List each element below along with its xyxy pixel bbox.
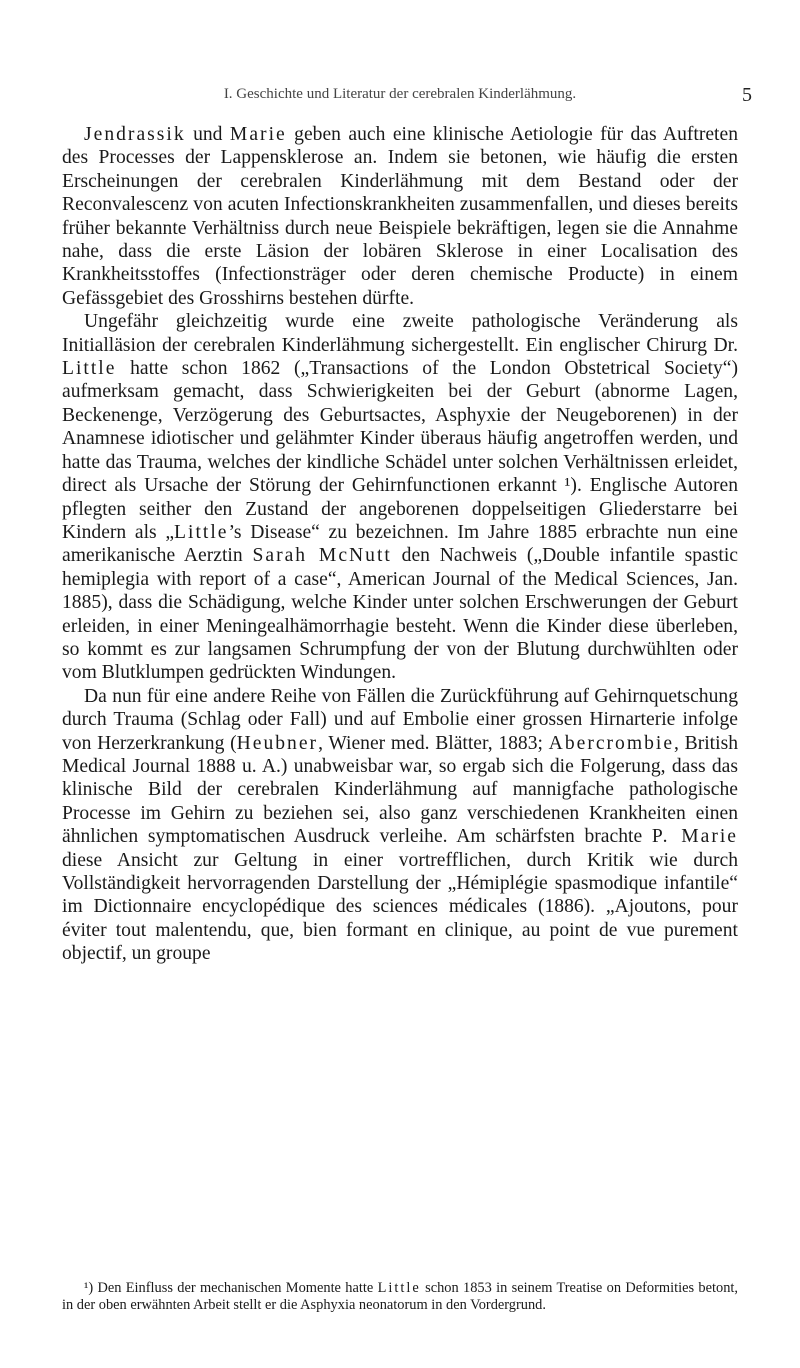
text-run: hatte schon 1862 („Transactions of the London Obstetrical Society“) aufmerksam gemacht, dass Schwierigkeiten bei der Geburt (abnorme Lagen, Beckenenge, Verzögerung des Geburtsactes, Asphyxie der Neugeborenen) in der Anamnese idiotischer und gelähmter Kinder überaus häufig angetroffen werden, und hatte das Trauma, welches der kindliche Schädel unter solchen Verhältnissen erleidet, direct als Ursache der Störung der Gehirnfunctionen erkannt ¹). Englische Autoren pflegten seither den Zustand der angeborenen doppelseitigen Gliederstarre bei Kindern als „	[62, 358, 738, 543]
paragraph-3	[62, 685, 738, 966]
text-run: schon 1853 in seinem Treatise on Deformities betont, in der oben erwähnten Arbeit stellt er die Asphyxia neonatorum in den Vordergrund.	[62, 1280, 738, 1313]
spaced-name: Little	[62, 358, 117, 380]
text-run: , British Medical Journal 1888 u. A.) unabweisbar war, so ergab sich die Folgerung, dass das klinische Bild der cerebralen Kinderlähmung auf mannigfache pathologische Processe im Gehirn zu beziehen sei, also ganz verschiedenen Krankheiten einen ähnlichen symptomatischen Ausdruck verleihe. Am schärfsten brachte	[62, 732, 738, 848]
paragraph-1	[62, 123, 738, 310]
spaced-name: Marie	[229, 124, 287, 145]
spaced-name: P. Marie	[651, 826, 739, 848]
text-run: , Wiener med. Blätter, 1883;	[318, 732, 549, 754]
spaced-name: Heubner	[236, 732, 319, 754]
spaced-name: Little	[174, 521, 229, 543]
page-number: 5	[742, 84, 752, 106]
body-text	[62, 123, 738, 966]
text-run: ’s Disease“ zu bezeichnen. Im Jahre 1885 erbrachte nun eine amerikanische Aerztin	[62, 521, 738, 567]
text-run: ¹) Den Einfluss der mechanischen Momente hatte	[84, 1280, 378, 1296]
spaced-name: Sarah McNutt	[252, 545, 392, 567]
text-run: und	[185, 124, 230, 145]
spaced-name: Little	[377, 1280, 421, 1296]
spaced-name: Abercrombie	[548, 732, 675, 754]
running-head: I. Geschichte und Literatur der cerebralen Kinderlähmung.	[223, 86, 577, 102]
footnote-text	[62, 1280, 738, 1314]
footnote	[62, 1280, 738, 1314]
text-run: geben auch eine klinische Aetiologie für das Auftreten des Processes der Lappensklerose an. Indem sie betonen, wie häufig die ersten Erscheinungen der cerebralen Kinderlähmung mit dem Bestand oder der Reconvalescenz von acuten Infectionskrankheiten zusammenfallen, und dieses bereits früher bekannte Verhältniss durch neue Beispiele bekräftigen, legen sie die Annahme nahe, dass die erste Läsion der lobären Sklerose in einer Localisation des Krankheitsstoffes (Infectionsträger oder deren chemische Producte) in einem Gefässgebiet des Grosshirns bestehen dürfte.	[62, 124, 738, 309]
spaced-name: Jendrassik	[84, 124, 186, 145]
text-run: diese Ansicht zur Geltung in einer vortrefflichen, durch Kritik wie durch Vollständigkeit hervorragenden Darstellung der „Hémiplégie spasmodique infantile“ im Dictionnaire encyclopédique des sciences médicales (1886). „Ajoutons, pour éviter tout malentendu, que, bien formant en clinique, au point de vue purement objectif, un groupe	[62, 849, 738, 965]
text-run: den Nachweis („Double infantile spastic hemiplegia with report of a case“, American Journal of the Medical Sciences, Jan. 1885), dass die Schädigung, welche Kinder unter solchen Erschwerungen der Geburt erleiden, in einer Meningealhämorrhagie besteht. Wenn die Kinder diese überleben, so kommt es zur langsamen Schrumpfung der von der Blutung durchwühlten oder vom Blutklumpen gedrückten Windungen.	[62, 545, 739, 684]
paragraph-2	[62, 310, 738, 685]
text-run: Da nun für eine andere Reihe von Fällen die Zurückführung auf Gehirnquetschung durch Trauma (Schlag oder Fall) und auf Embolie einer grossen Hirnarterie infolge von Herzerkrankung (	[62, 685, 738, 754]
text-run: Ungefähr gleichzeitig wurde eine zweite pathologische Veränderung als Initialläsion der cerebralen Kinderlähmung sichergestellt. Ein englischer Chirurg Dr.	[62, 311, 738, 356]
